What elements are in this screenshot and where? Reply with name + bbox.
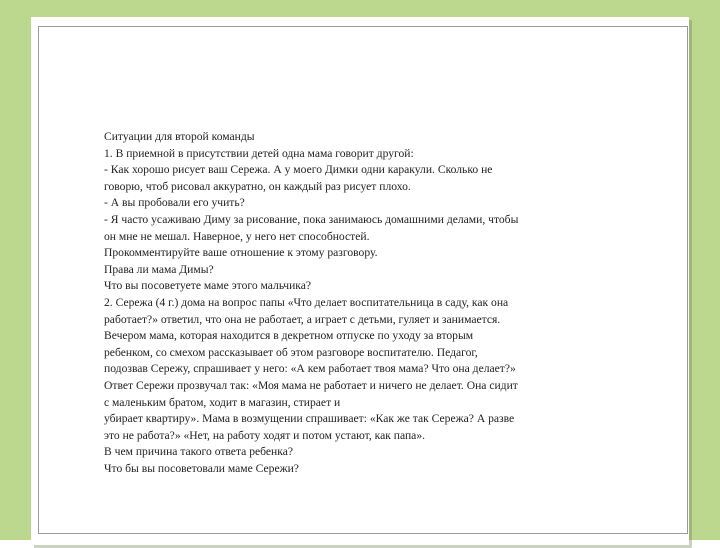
text-line: говорю, чтоб рисовал аккуратно, он каждый раз рисует плохо.: [104, 179, 411, 193]
text-line: 1. В приемной в присутствии детей одна мама говорит другой:: [104, 146, 414, 160]
text-line: Что вы посоветуете маме этого мальчика?: [104, 279, 312, 293]
text-line: 2. Сережа (4 г.) дома на вопрос папы «Что делает воспитательница в саду, как она: [104, 295, 509, 309]
text-line: это не работа?» «Нет, на работу ходят и потом устают, как папа».: [104, 428, 426, 442]
text-line: Что бы вы посоветовали маме Сережи?: [104, 461, 299, 475]
text-line: убирает квартиру». Мама в возмущении спрашивает: «Как же так Сережа? А разве: [104, 412, 515, 426]
text-line: В чем причина такого ответа ребенка?: [104, 445, 293, 459]
text-line: - Как хорошо рисует ваш Сережа. А у моего Димки одни каракули. Сколько не: [104, 163, 493, 177]
text-line: Вечером мама, которая находится в декретном отпуске по уходу за вторым: [104, 329, 474, 343]
text-line: работает?» ответил, что она не работает, а играет с детьми, гуляет и занимается.: [104, 312, 501, 326]
text-line: с маленьким братом, ходит в магазин, стирает и: [104, 395, 341, 409]
text-line: он мне не мешал. Наверное, у него нет способностей.: [104, 229, 370, 243]
slide-text-body: [104, 129, 624, 477]
slide-heading: Ситуации для второй команды: [104, 130, 255, 143]
text-line: Права ли мама Димы?: [104, 262, 214, 276]
text-line: - Я часто усаживаю Диму за рисование, пока занимаюсь домашними делами, чтобы: [104, 212, 519, 226]
text-line: Прокомментируйте ваше отношение к этому разговору.: [104, 246, 378, 260]
text-line: - А вы пробовали его учить?: [104, 196, 245, 210]
text-line: Ответ Сережи прозвучал так: «Моя мама не работает и ничего не делает. Она сидит: [104, 378, 518, 392]
text-line: подозвав Сережу, спрашивает у него: «А кем работает твоя мама? Что она делает?»: [104, 362, 516, 376]
text-line: ребенком, со смехом рассказывает об этом разговоре воспитателю. Педагог,: [104, 345, 478, 359]
